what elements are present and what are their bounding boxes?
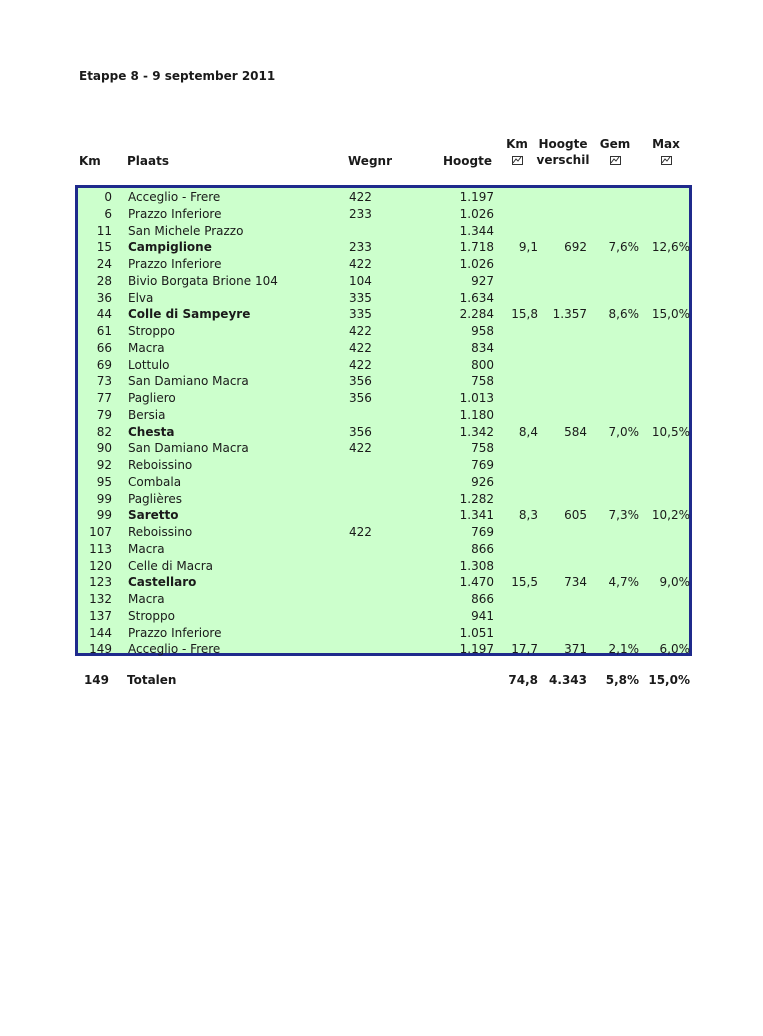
- cell-verschil: 1.357: [552, 307, 587, 322]
- cell-hoogte: 758: [471, 374, 494, 389]
- table-row: [78, 424, 689, 441]
- table-row: [78, 591, 689, 608]
- table-row: [78, 507, 689, 524]
- cell-plaats: Colle di Sampeyre: [128, 307, 251, 322]
- cell-km: 6: [104, 206, 112, 221]
- cell-climb-km: 15,5: [511, 575, 538, 590]
- table-row: [78, 290, 689, 307]
- cell-verschil: 734: [564, 575, 587, 590]
- cell-hoogte: 769: [471, 525, 494, 539]
- totals-verschil: 4.343: [549, 673, 587, 687]
- table-row: [78, 558, 689, 575]
- page-title: Etappe 8 - 9 september 2011: [79, 69, 276, 83]
- cell-plaats: Stroppo: [128, 608, 175, 623]
- table-row: [78, 340, 689, 357]
- cell-hoogte: 1.051: [459, 625, 494, 640]
- cell-km: 92: [96, 458, 112, 472]
- table-row: [78, 407, 689, 424]
- cell-hoogte: 866: [471, 592, 494, 606]
- cell-plaats: Celle di Macra: [128, 558, 213, 573]
- cell-km: 36: [96, 290, 112, 305]
- cell-plaats: Prazzo Inferiore: [128, 257, 222, 271]
- cell-km: 90: [96, 441, 112, 456]
- cell-km: 144: [89, 625, 112, 640]
- cell-wegnr: 422: [349, 190, 372, 204]
- table-row: [78, 256, 689, 273]
- cell-wegnr: 422: [349, 340, 372, 355]
- table-row: [78, 223, 689, 240]
- cell-wegnr: 422: [349, 257, 372, 271]
- table-row: [78, 491, 689, 508]
- table-row: [78, 390, 689, 407]
- cell-km: 77: [96, 391, 112, 405]
- mountain-climb-icon: [512, 156, 523, 165]
- cell-km: 15: [96, 240, 112, 255]
- cell-wegnr: 422: [349, 441, 372, 456]
- cell-verschil: 584: [564, 424, 587, 439]
- cell-plaats: Reboissino: [128, 458, 193, 472]
- cell-plaats: Paglières: [128, 491, 183, 506]
- cell-gem: 8,6%: [608, 307, 639, 322]
- table-row: [78, 574, 689, 591]
- cell-hoogte: 2.284: [459, 307, 494, 322]
- cell-plaats: Pagliero: [128, 391, 176, 405]
- cell-plaats: Elva: [128, 290, 154, 305]
- header-hoogte: Hoogte: [443, 154, 492, 168]
- cell-plaats: Saretto: [128, 508, 179, 523]
- cell-verschil: 605: [564, 508, 587, 523]
- cell-hoogte: 958: [471, 324, 494, 338]
- header-climb-km: [501, 136, 533, 168]
- cell-wegnr: 335: [349, 290, 372, 305]
- table-row: [78, 440, 689, 457]
- table-row: [78, 357, 689, 374]
- table-row: [78, 608, 689, 625]
- cell-hoogte: 1.013: [459, 391, 494, 405]
- cell-km: 28: [96, 273, 112, 288]
- totals-label: Totalen: [127, 673, 177, 687]
- cell-verschil: 692: [564, 240, 587, 255]
- header-hoogte-verschil: [532, 136, 594, 168]
- header-climb-km-label: Km: [506, 137, 528, 151]
- cell-max: 15,0%: [651, 307, 690, 322]
- table-row: [78, 373, 689, 390]
- cell-hoogte: 1.718: [459, 240, 494, 255]
- header-gem-label: Gem: [599, 137, 631, 151]
- header-plaats: Plaats: [127, 154, 169, 168]
- cell-km: 44: [96, 307, 112, 322]
- cell-climb-km: 8,3: [518, 508, 538, 523]
- table-row: [78, 206, 689, 223]
- cell-wegnr: 356: [349, 374, 372, 389]
- cell-plaats: Macra: [128, 592, 165, 606]
- header-max: [648, 136, 684, 168]
- cell-wegnr: 233: [349, 240, 372, 255]
- cell-km: 123: [89, 575, 112, 590]
- cell-plaats: Castellaro: [128, 575, 197, 590]
- cell-plaats: Campiglione: [128, 240, 212, 255]
- mountain-climb-icon: [661, 156, 672, 165]
- cell-km: 11: [96, 223, 112, 238]
- cell-km: 107: [89, 525, 112, 539]
- header-hoogte-verschil-bottom: verschil: [536, 153, 590, 167]
- cell-hoogte: 800: [471, 357, 494, 372]
- cell-gem: 7,0%: [608, 424, 639, 439]
- table-row: [78, 239, 689, 256]
- header-gem: [597, 136, 633, 168]
- cell-climb-km: 17,7: [511, 642, 538, 657]
- table-row: [78, 189, 689, 206]
- cell-max: 9,0%: [659, 575, 690, 590]
- table-row: [78, 457, 689, 474]
- cell-hoogte: 834: [471, 340, 494, 355]
- cell-hoogte: 926: [471, 474, 494, 489]
- cell-plaats: Chesta: [128, 424, 175, 439]
- mountain-climb-icon: [610, 156, 621, 165]
- cell-max: 10,2%: [651, 508, 690, 523]
- cell-km: 99: [96, 491, 112, 506]
- route-table: [75, 185, 692, 656]
- cell-gem: 7,6%: [608, 240, 639, 255]
- cell-gem: 2,1%: [608, 642, 639, 657]
- cell-plaats: Acceglio - Frere: [128, 190, 221, 204]
- cell-plaats: Prazzo Inferiore: [128, 625, 222, 640]
- cell-km: 95: [96, 474, 112, 489]
- table-row: [78, 524, 689, 541]
- cell-km: 61: [96, 324, 112, 338]
- cell-plaats: Macra: [128, 340, 165, 355]
- cell-plaats: Acceglio - Frere: [128, 642, 221, 657]
- table-row: [78, 474, 689, 491]
- totals-row: [75, 672, 692, 689]
- table-row: [78, 541, 689, 558]
- cell-wegnr: 422: [349, 357, 372, 372]
- cell-wegnr: 335: [349, 307, 372, 322]
- cell-km: 82: [96, 424, 112, 439]
- cell-km: 79: [96, 407, 112, 422]
- cell-wegnr: 104: [349, 273, 372, 288]
- cell-wegnr: 233: [349, 206, 372, 221]
- cell-hoogte: 1.470: [459, 575, 494, 590]
- header-km: Km: [79, 154, 101, 168]
- cell-wegnr: 356: [349, 424, 372, 439]
- cell-plaats: Stroppo: [128, 324, 175, 338]
- cell-km: 66: [96, 340, 112, 355]
- cell-max: 10,5%: [651, 424, 690, 439]
- cell-km: 113: [89, 541, 112, 556]
- cell-plaats: Prazzo Inferiore: [128, 206, 222, 221]
- cell-plaats: Combala: [128, 474, 182, 489]
- table-row: [78, 641, 689, 658]
- cell-km: 137: [89, 608, 112, 623]
- cell-climb-km: 9,1: [518, 240, 538, 255]
- cell-verschil: 371: [564, 642, 587, 657]
- cell-hoogte: 1.308: [459, 558, 494, 573]
- cell-plaats: San Damiano Macra: [128, 374, 249, 389]
- header-max-label: Max: [652, 137, 680, 151]
- cell-climb-km: 15,8: [511, 307, 538, 322]
- cell-max: 12,6%: [651, 240, 690, 255]
- cell-max: 6,0%: [659, 642, 690, 657]
- cell-hoogte: 1.634: [459, 290, 494, 305]
- cell-km: 0: [104, 190, 112, 204]
- totals-km: 149: [83, 673, 109, 687]
- cell-hoogte: 941: [471, 608, 494, 623]
- header-hoogte-verschil-top: Hoogte: [538, 137, 588, 151]
- cell-km: 120: [89, 558, 112, 573]
- cell-climb-km: 8,4: [518, 424, 538, 439]
- cell-hoogte: 1.341: [459, 508, 494, 523]
- cell-hoogte: 866: [471, 541, 494, 556]
- cell-hoogte: 1.344: [459, 223, 494, 238]
- cell-plaats: San Michele Prazzo: [128, 223, 244, 238]
- cell-plaats: Reboissino: [128, 525, 193, 539]
- cell-km: 73: [96, 374, 112, 389]
- cell-hoogte: 927: [471, 273, 494, 288]
- table-row: [78, 625, 689, 642]
- totals-gem: 5,8%: [605, 673, 639, 687]
- cell-km: 24: [96, 257, 112, 271]
- cell-hoogte: 1.342: [459, 424, 494, 439]
- cell-hoogte: 1.026: [459, 206, 494, 221]
- cell-km: 69: [96, 357, 112, 372]
- table-row: [78, 273, 689, 290]
- cell-km: 99: [96, 508, 112, 523]
- header-wegnr: Wegnr: [348, 154, 392, 168]
- table-row: [78, 323, 689, 340]
- cell-hoogte: 1.282: [459, 491, 494, 506]
- cell-plaats: Lottulo: [128, 357, 170, 372]
- cell-plaats: San Damiano Macra: [128, 441, 249, 456]
- cell-wegnr: 422: [349, 324, 372, 338]
- cell-wegnr: 422: [349, 525, 372, 539]
- cell-hoogte: 1.197: [459, 190, 494, 204]
- cell-hoogte: 1.197: [459, 642, 494, 657]
- cell-plaats: Bersia: [128, 407, 166, 422]
- cell-hoogte: 758: [471, 441, 494, 456]
- cell-wegnr: 356: [349, 391, 372, 405]
- cell-hoogte: 769: [471, 458, 494, 472]
- table-row: [78, 306, 689, 323]
- cell-hoogte: 1.180: [459, 407, 494, 422]
- cell-gem: 4,7%: [608, 575, 639, 590]
- cell-plaats: Macra: [128, 541, 165, 556]
- cell-hoogte: 1.026: [459, 257, 494, 271]
- cell-km: 149: [89, 642, 112, 657]
- cell-gem: 7,3%: [608, 508, 639, 523]
- cell-km: 132: [89, 592, 112, 606]
- totals-max: 15,0%: [648, 673, 690, 687]
- cell-plaats: Bivio Borgata Brione 104: [128, 273, 278, 288]
- totals-climb-km: 74,8: [508, 673, 538, 687]
